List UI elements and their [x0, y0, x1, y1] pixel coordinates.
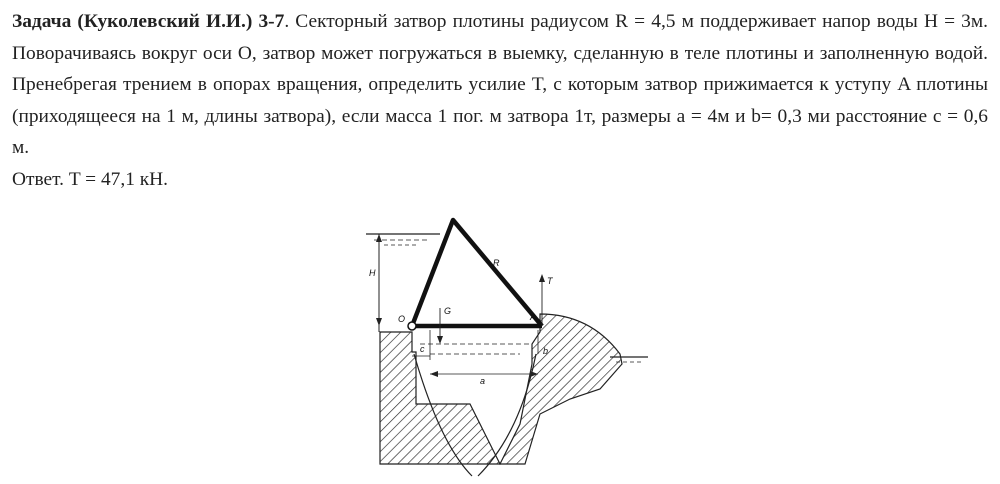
- h-dimension: [369, 234, 382, 326]
- a-dimension: [430, 371, 538, 386]
- problem-title: Задача (Куколевский И.И.) 3-7: [12, 11, 285, 32]
- label-r: R: [493, 258, 500, 268]
- recess-water: [420, 344, 530, 354]
- sector-gate-diagram: [360, 214, 650, 482]
- dam-body: [380, 314, 622, 464]
- label-c: c: [420, 344, 425, 354]
- sector-gate: [412, 220, 542, 326]
- problem-body: . Секторный затвор плотины радиусом R = 4,5 м поддерживает напор воды H = 3м. Поворачиваясь вокруг оси O, затвор может погружаться в выемку, сделанную в теле плотины и заполненную водой. Пренебрегая трением в опорах вращения, определить усилие T, с которым затвор прижимается к уступу A плотины (приходящееся на 1 м, длины затвора), если масса 1 пог. м затвора 1т, размеры a = 4м и b= 0,3 ми расстояние c = 0,6 м.: [12, 11, 988, 158]
- label-a-point: A: [530, 312, 537, 322]
- answer-text: Ответ. T = 47,1 кН.: [12, 168, 169, 190]
- label-b: b: [543, 346, 549, 356]
- label-t: T: [547, 276, 553, 286]
- problem-text: [12, 6, 988, 195]
- label-h: H: [369, 268, 376, 278]
- label-a: a: [480, 376, 486, 386]
- pivot-o: [398, 314, 416, 330]
- label-o: O: [398, 314, 406, 324]
- label-g: G: [444, 306, 452, 316]
